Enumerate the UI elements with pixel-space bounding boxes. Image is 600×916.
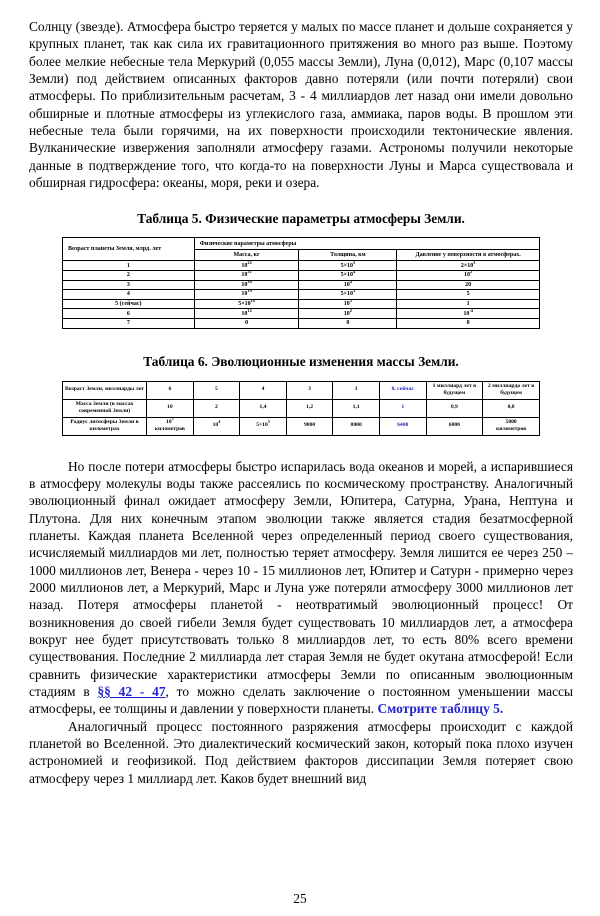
table5-cell-mass: $5\times 10^{18}$ <box>194 299 299 309</box>
table6-cell-radius: 5000 километров <box>483 417 540 435</box>
table6-cell-age: 5 <box>193 381 240 399</box>
table5-subheader-mass: Масса, кг <box>194 250 299 261</box>
table-row <box>63 299 540 309</box>
table-row <box>63 261 540 271</box>
spacer <box>29 227 573 237</box>
table6-cell-age: 3 <box>286 381 333 399</box>
table5-cell-mass: $10^{21}$ <box>194 271 299 281</box>
table5-cell-thickness: $5\times 10^4$ <box>299 271 397 281</box>
table5-cell-age: 3 <box>63 280 195 290</box>
table5-cell-mass: $10^{12}$ <box>194 309 299 319</box>
table6-cell-radius: $10^4$ <box>193 417 240 435</box>
table6-cell-radius: $10^5$ километров <box>147 417 194 435</box>
table5-cell-mass: $10^{19}$ <box>194 290 299 300</box>
table6-cell-radius: 9000 <box>286 417 333 435</box>
table6-cell-mass: 0,8 <box>483 399 540 417</box>
table6-cell-radius: $5\times 10^3$ <box>240 417 287 435</box>
table5-cell-age: 6 <box>63 309 195 319</box>
table-row <box>63 280 540 290</box>
table5-cell-pressure: $10^2$ <box>397 271 540 281</box>
table6-cell-mass: 1 <box>379 399 426 417</box>
paragraph-text-part1: Но после потери атмосферы быстро испарилась вода океанов и морей, а испарившиеся в атмосферу молекулы воды также рассеялись по космическому пространству. Аналогичный эволюционный финал ожидает атмосферу Земли, Юпитера, Сатурна, Урана, Нептуна и Плутона. Для них конечным этапом эволюции также является стадия безатмосферной планеты. Каждая планета Вселенной через определенный период своего существования, исчисляемый миллиардов ми лет, полностью теряет атмосферу. Земля лишится ее через 250 – 1000 миллионов лет, Венера - через 10 - 15 миллионов лет, Юпитер и Сатурн - примерно через 2000 миллионов лет, а Меркурий, Марс и Луна уже потеряли атмосферу 3000 миллионов лет назад. Потеря атмосферы планетой - неотвратимый эволюционный процесс! От возникновения до своей гибели Земля будет существовать 10 миллиардов лет, а атмосфера вокруг нее будет присутствовать только 8 миллиардов лет, то есть 80% всего времени существования. Последние 2 миллиарда лет старая Земля не будет окутана атмосферой! Если сравнить физические характеристики атмосферы Земли по описанным эволюционным стадиям в <box>29 458 573 700</box>
table5-cell-age: 1 <box>63 261 195 271</box>
table5-header-age: Возраст планеты Земля, млрд. лет <box>63 238 195 261</box>
table-row-age <box>63 381 540 399</box>
table5-cell-age: 5 (сейчас) <box>63 299 195 309</box>
table6-cell-age: 1 <box>333 381 380 399</box>
table6-row-label: Радиус литосферы Земли в километрах <box>63 417 147 435</box>
table6-cell-age: 6 <box>147 381 194 399</box>
table5-cell-age: 7 <box>63 319 195 329</box>
table5-cell-pressure: 1 <box>397 299 540 309</box>
table-physical-parameters-atmosphere <box>62 237 540 328</box>
table5-subheader-thickness: Толщина, км <box>299 250 397 261</box>
table6-cell-mass: 1,2 <box>286 399 333 417</box>
table6-cell-mass: 0,9 <box>426 399 483 417</box>
table6-cell-radius: 6400 <box>379 417 426 435</box>
table5-cell-mass: 0 <box>194 319 299 329</box>
paragraph-universal-law: Аналогичный процесс постоянного разряжения атмосферы происходит с каждой планетой во Вселенной. Это диалектический космический закон, который пока плохо изучен астрономией и геофизикой. Под действием факторов диссипации Земля потеряет свою атмосферу через 1 миллиард лет. Каков будет внешний вид <box>29 718 573 786</box>
table-earth-mass-evolution <box>62 381 540 436</box>
table5-cell-thickness: $10^3$ <box>299 299 397 309</box>
link-sections-42-47[interactable]: §§ 42 - 47 <box>97 684 166 700</box>
table6-cell-age: 4 <box>240 381 287 399</box>
paragraph-atmosphere-loss: Солнцу (звезде). Атмосфера быстро теряется у малых по массе планет и дольше сохраняется у крупных планет, так как сила их гравитационного притяжения во много раз выше. Поэтому более мелкие небесные тела Меркурий (0,055 массы Земли), Луна (0,012), Марс (0,107 массы Земли) под действием описанных факторов давно потеряли (или почти потеряли) свои атмосферы. По приблизительным расчетам, 3 - 4 миллиардов лет назад они имели довольно обширные и плотные атмосферы из углекислого газа, аммиака, паров воды. В прошлом эти небесные тела были горячими, на их поверхности происходили тектонические явления. Вулканические извержения заполняли атмосферу газами. Астрономы получили некоторые данные в подтверждение того, что когда-то на поверхности Луны и Марса существовала и обширная гидросфера: океаны, моря, реки и озера. <box>29 19 573 191</box>
table5-cell-pressure: 20 <box>397 280 540 290</box>
table5-cell-pressure: $2\times 10^3$ <box>397 261 540 271</box>
table5-cell-thickness: $10^2$ <box>299 309 397 319</box>
table5-caption: Таблица 5. Физические параметры атмосферы Земли. <box>137 211 465 227</box>
page-number: 25 <box>293 891 307 906</box>
table-row-radius <box>63 417 540 435</box>
paragraph-text-part2: , то можно сделать заключение о постоянном уменьшении массы атмосферы, ее толщины и давлении у поверхности планеты. <box>29 684 573 717</box>
link-see-table-5[interactable]: Смотрите таблицу 5. <box>377 701 504 717</box>
table6-cell-mass: 2 <box>193 399 240 417</box>
table6-cell-age: 1 миллиард лет в будущем <box>426 381 483 399</box>
table6-caption: Таблица 6. Эволюционные изменения массы Земли. <box>143 353 459 369</box>
table-row-mass <box>63 399 540 417</box>
spacer <box>29 370 573 381</box>
table-row <box>63 309 540 319</box>
table6-cell-mass: 1,1 <box>333 399 380 417</box>
table5-cell-thickness: $5\times 10^5$ <box>299 261 397 271</box>
table5-cell-mass: $10^{22}$ <box>194 261 299 271</box>
table6-cell-mass: 10 <box>147 399 194 417</box>
table6-cell-radius: 6000 <box>426 417 483 435</box>
table-row <box>63 319 540 329</box>
table6-row-label: Масса Земли (в массах современной Земли) <box>63 399 147 417</box>
table5-cell-age: 4 <box>63 290 195 300</box>
table6-row-label: Возраст Земли, миллиарды лет <box>63 381 147 399</box>
table-row <box>63 290 540 300</box>
spacer <box>29 436 573 458</box>
table5-cell-age: 2 <box>63 271 195 281</box>
paragraph-atmosphere-evolution <box>29 458 573 718</box>
table-row-header <box>63 238 540 250</box>
table6-cell-mass: 1,4 <box>240 399 287 417</box>
table5-cell-thickness: 0 <box>299 319 397 329</box>
table5-header-group: Физические параметры атмосферы <box>194 238 539 250</box>
table5-cell-thickness: $5\times 10^3$ <box>299 290 397 300</box>
spacer <box>29 329 573 354</box>
table6-cell-age: 2 миллиарда лет в будущем <box>483 381 540 399</box>
table5-cell-mass: $10^{20}$ <box>194 280 299 290</box>
table5-cell-pressure: $10^{-4}$ <box>397 309 540 319</box>
table5-subheader-pressure: Давление у поверхности в атмосферах. <box>397 250 540 261</box>
table-row <box>63 271 540 281</box>
table5-cell-pressure: 0 <box>397 319 540 329</box>
table5-cell-thickness: $10^4$ <box>299 280 397 290</box>
table6-cell-radius: 8000 <box>333 417 380 435</box>
spacer <box>29 191 573 211</box>
table6-cell-age: 0, сейчас <box>379 381 426 399</box>
table5-cell-pressure: 5 <box>397 290 540 300</box>
